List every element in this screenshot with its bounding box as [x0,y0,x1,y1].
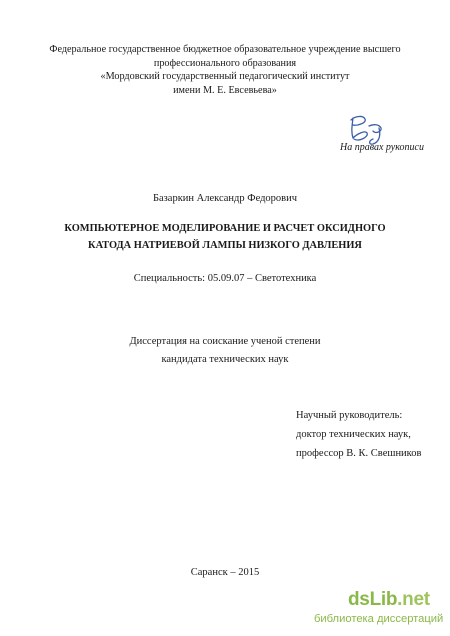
author-name: Базаркин Александр Федорович [152,193,298,204]
title-line-2: КАТОДА НАТРИЕВОЙ ЛАМПЫ НИЗКОГО ДАВЛЕНИЯ [88,240,362,251]
watermark-logo-main: dsLib [348,589,398,610]
watermark-subtitle: библиотека диссертаций [314,613,444,625]
watermark-logo-tld: .net [397,589,430,610]
degree-line-1: Диссертация на соискание ученой степени [129,336,321,347]
supervisor-block [296,406,421,463]
institution-header [0,43,450,97]
dissertation-title [0,220,450,254]
rights-note: На правах рукописи [340,142,424,153]
specialty: Специальность: 05.09.07 – Светотехника [133,273,317,284]
dslib-watermark [300,589,446,633]
institution-line-3: «Мордовский государственный педагогический институт [100,71,350,82]
supervisor-name: профессор В. К. Свешников [296,448,422,459]
degree-line-2: кандидата технических наук [161,354,289,365]
supervisor-degree: доктор технических наук, [296,429,411,440]
institution-line-4: имени М. Е. Евсевьева» [173,84,277,96]
degree-statement [0,333,450,369]
institution-line-1: Федеральное государственное бюджетное образовательное учреждение высшего [49,44,401,55]
title-line-1: КОМПЬЮТЕРНОЕ МОДЕЛИРОВАНИЕ И РАСЧЕТ ОКСИДНОГО [64,223,386,234]
supervisor-label: Научный руководитель: [296,410,403,421]
city-year: Саранск – 2015 [190,567,260,578]
watermark-logo [348,589,430,611]
institution-line-2: профессионального образования [153,57,297,69]
